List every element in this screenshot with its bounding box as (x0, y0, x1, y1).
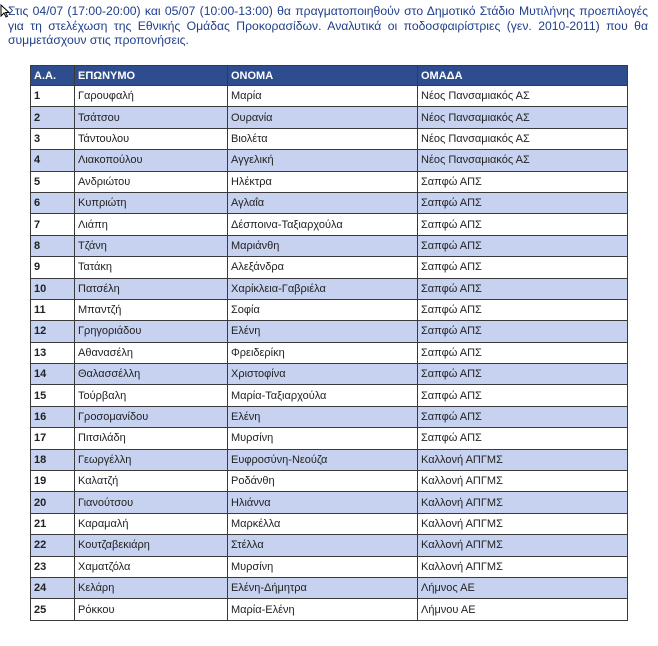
cell-team: Σαπφώ ΑΠΣ (418, 214, 628, 235)
table-row (31, 107, 628, 128)
table-row (31, 492, 628, 513)
table-row (31, 599, 628, 620)
table-row (31, 513, 628, 534)
cell-surname: Τάντουλου (75, 128, 228, 149)
table-row (31, 192, 628, 213)
cell-team: Σαπφώ ΑΠΣ (418, 171, 628, 192)
cell-team: Νέος Πανσαμιακός ΑΣ (418, 150, 628, 171)
cell-surname: Πιτσιλάδη (75, 428, 228, 449)
cell-surname: Γεωργέλλη (75, 449, 228, 470)
players-table (30, 65, 628, 621)
header-aa: Α.Α. (31, 66, 75, 86)
cell-team: Νέος Πανσαμιακός ΑΣ (418, 128, 628, 149)
cell-surname: Γιανούτσου (75, 492, 228, 513)
cell-name: Μυρσίνη (228, 428, 418, 449)
cell-name: Ροδάνθη (228, 471, 418, 492)
cell-name: Ελένη-Δήμητρα (228, 577, 418, 598)
table-row (31, 321, 628, 342)
cell-aa: 5 (31, 171, 75, 192)
cell-name: Ηλέκτρα (228, 171, 418, 192)
cell-name: Δέσποινα-Ταξιαρχούλα (228, 214, 418, 235)
table-row (31, 128, 628, 149)
cell-team: Σαπφώ ΑΠΣ (418, 321, 628, 342)
table-row (31, 471, 628, 492)
table-row (31, 86, 628, 107)
cell-aa: 11 (31, 299, 75, 320)
cell-team: Καλλονή ΑΠΓΜΣ (418, 471, 628, 492)
cell-aa: 23 (31, 556, 75, 577)
table-row (31, 342, 628, 363)
cell-aa: 22 (31, 535, 75, 556)
cell-surname: Λιάπη (75, 214, 228, 235)
cell-surname: Γροσομανίδου (75, 406, 228, 427)
header-team: ΟΜΑΔΑ (418, 66, 628, 86)
cell-surname: Θαλασσέλλη (75, 364, 228, 385)
cell-aa: 8 (31, 235, 75, 256)
cell-surname: Κελάρη (75, 577, 228, 598)
cell-team: Καλλονή ΑΠΓΜΣ (418, 492, 628, 513)
cell-team: Νέος Πανσαμιακός ΑΣ (418, 107, 628, 128)
cell-aa: 12 (31, 321, 75, 342)
cell-aa: 16 (31, 406, 75, 427)
cell-team: Λήμνου ΑΕ (418, 599, 628, 620)
cell-team: Καλλονή ΑΠΓΜΣ (418, 513, 628, 534)
table-body (31, 86, 628, 621)
cell-name: Μυρσίνη (228, 556, 418, 577)
header-row (31, 66, 628, 86)
cell-name: Μαρία-Ταξιαρχούλα (228, 385, 418, 406)
cell-aa: 21 (31, 513, 75, 534)
cell-surname: Καραμαλή (75, 513, 228, 534)
cell-team: Σαπφώ ΑΠΣ (418, 278, 628, 299)
cell-name: Μαρία-Ελένη (228, 599, 418, 620)
table-row (31, 364, 628, 385)
cell-aa: 17 (31, 428, 75, 449)
cell-surname: Τούρβαλη (75, 385, 228, 406)
cell-team: Καλλονή ΑΠΓΜΣ (418, 449, 628, 470)
cell-surname: Αθανασέλη (75, 342, 228, 363)
cell-surname: Λιακοπούλου (75, 150, 228, 171)
cell-aa: 9 (31, 257, 75, 278)
cell-team: Σαπφώ ΑΠΣ (418, 235, 628, 256)
cell-surname: Τζάνη (75, 235, 228, 256)
table-row (31, 406, 628, 427)
cell-aa: 2 (31, 107, 75, 128)
cell-surname: Ανδριώτου (75, 171, 228, 192)
cell-name: Ουρανία (228, 107, 418, 128)
header-surname: ΕΠΩΝΥΜΟ (75, 66, 228, 86)
cell-surname: Τατάκη (75, 257, 228, 278)
cell-surname: Κυπριώτη (75, 192, 228, 213)
cell-name: Μαρία (228, 86, 418, 107)
cell-aa: 14 (31, 364, 75, 385)
cell-team: Σαπφώ ΑΠΣ (418, 299, 628, 320)
cell-name: Χαρίκλεια-Γαβριέλα (228, 278, 418, 299)
cell-aa: 19 (31, 471, 75, 492)
cell-team: Καλλονή ΑΠΓΜΣ (418, 535, 628, 556)
table-row (31, 556, 628, 577)
table-row (31, 385, 628, 406)
cell-surname: Μπαντζή (75, 299, 228, 320)
cell-aa: 10 (31, 278, 75, 299)
cell-surname: Χαματζόλα (75, 556, 228, 577)
table-row (31, 171, 628, 192)
cell-surname: Πατσέλη (75, 278, 228, 299)
cell-name: Ελένη (228, 321, 418, 342)
table-row (31, 428, 628, 449)
cell-name: Σοφία (228, 299, 418, 320)
cell-surname: Καλατζή (75, 471, 228, 492)
table-row (31, 577, 628, 598)
cell-aa: 1 (31, 86, 75, 107)
cell-aa: 25 (31, 599, 75, 620)
cell-aa: 4 (31, 150, 75, 171)
cell-name: Χριστοφίνα (228, 364, 418, 385)
cell-aa: 6 (31, 192, 75, 213)
table-row (31, 214, 628, 235)
cell-team: Καλλονή ΑΠΓΜΣ (418, 556, 628, 577)
cell-team: Σαπφώ ΑΠΣ (418, 342, 628, 363)
cell-surname: Τσάτσου (75, 107, 228, 128)
cell-name: Μαριάνθη (228, 235, 418, 256)
cell-surname: Γρηγοριάδου (75, 321, 228, 342)
cell-team: Σαπφώ ΑΠΣ (418, 364, 628, 385)
cell-name: Μαρκέλλα (228, 513, 418, 534)
cell-team: Σαπφώ ΑΠΣ (418, 428, 628, 449)
cell-team: Σαπφώ ΑΠΣ (418, 385, 628, 406)
table-row (31, 235, 628, 256)
cell-aa: 7 (31, 214, 75, 235)
cell-name: Ηλιάννα (228, 492, 418, 513)
cell-name: Βιολέτα (228, 128, 418, 149)
cell-team: Σαπφώ ΑΠΣ (418, 406, 628, 427)
cell-aa: 20 (31, 492, 75, 513)
cell-name: Ευφροσύνη-Νεούζα (228, 449, 418, 470)
cell-name: Ελένη (228, 406, 418, 427)
table-header (31, 66, 628, 86)
table-row (31, 535, 628, 556)
table-row (31, 257, 628, 278)
cell-aa: 15 (31, 385, 75, 406)
cell-name: Στέλλα (228, 535, 418, 556)
cell-name: Αγλαΐα (228, 192, 418, 213)
cell-surname: Κουτζαβεκιάρη (75, 535, 228, 556)
cell-name: Αλεξάνδρα (228, 257, 418, 278)
cell-team: Νέος Πανσαμιακός ΑΣ (418, 86, 628, 107)
cell-aa: 13 (31, 342, 75, 363)
cell-team: Σαπφώ ΑΠΣ (418, 257, 628, 278)
cell-aa: 24 (31, 577, 75, 598)
table-row (31, 278, 628, 299)
cell-surname: Γαρουφαλή (75, 86, 228, 107)
cell-surname: Ρόκκου (75, 599, 228, 620)
cell-name: Φρειδερίκη (228, 342, 418, 363)
cell-name: Αγγελική (228, 150, 418, 171)
cell-aa: 18 (31, 449, 75, 470)
table-row (31, 449, 628, 470)
table-row (31, 299, 628, 320)
cell-team: Σαπφώ ΑΠΣ (418, 192, 628, 213)
header-name: ΟΝΟΜΑ (228, 66, 418, 86)
intro-paragraph: Στις 04/07 (17:00-20:00) και 05/07 (10:00-13:00) θα πραγματοποιηθούν στο Δημοτικό Στάδιο Μυτιλήνης προεπιλογές για τη στελέχωση της Εθνικής Ομάδας Προκορασίδων. Αναλυτικά οι ποδοσφαιρίστριες (γεν. 2010-2011) που θα συμμετάσχουν στις προπονήσεις. (8, 4, 648, 47)
cell-aa: 3 (31, 128, 75, 149)
table-row (31, 150, 628, 171)
cell-team: Λήμνος ΑΕ (418, 577, 628, 598)
